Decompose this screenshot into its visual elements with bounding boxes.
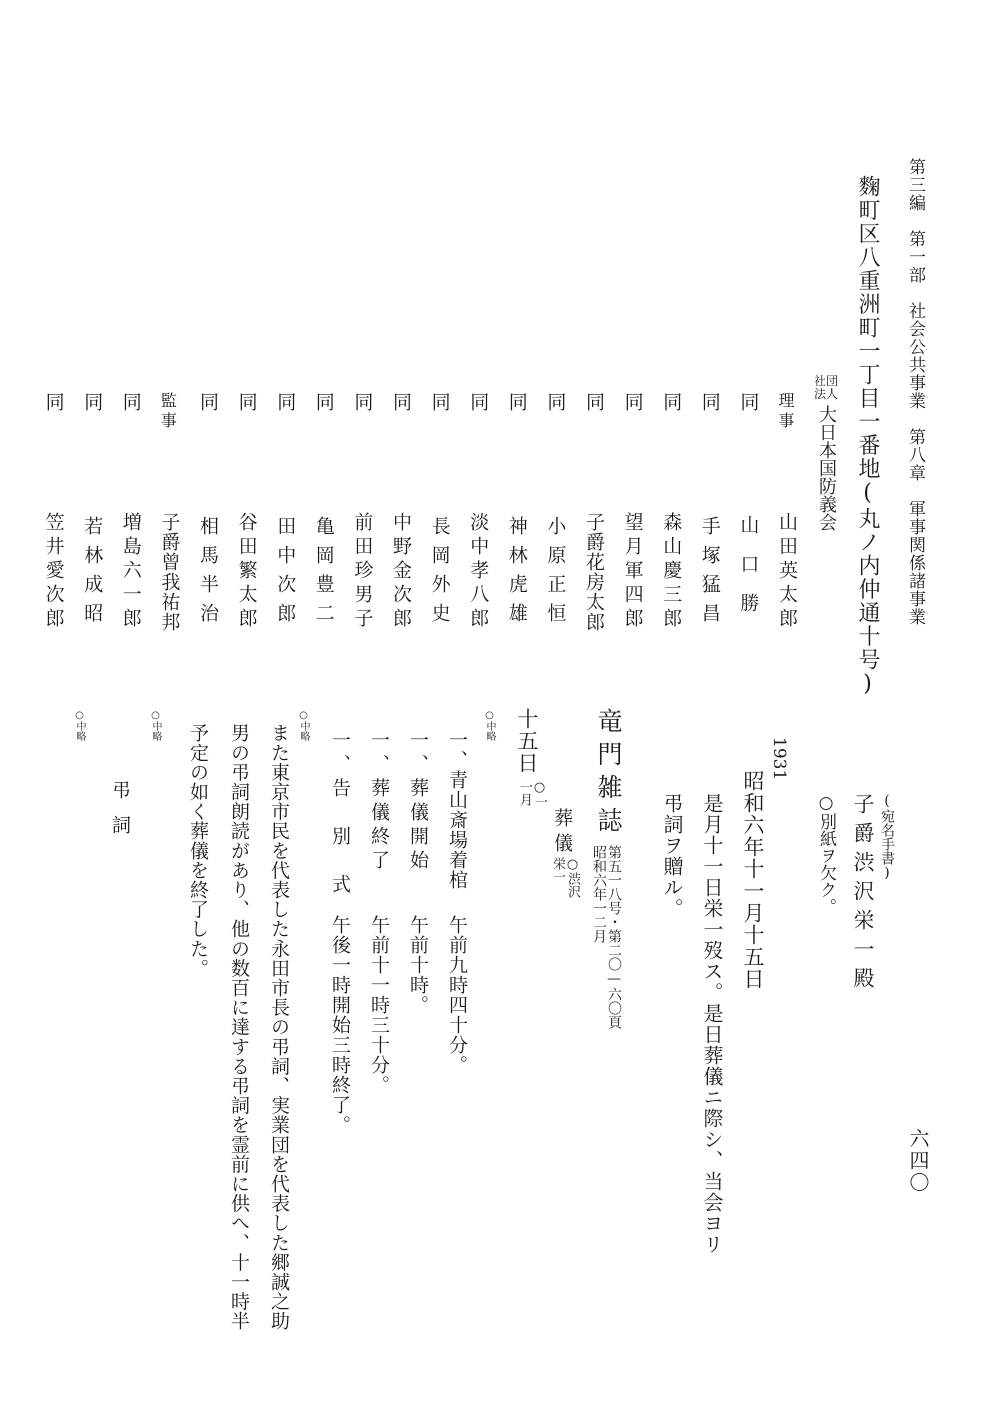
section-note2: 栄一 [550, 857, 565, 883]
member-name: 中野金次郎 [390, 512, 412, 632]
member-role: 同 [390, 392, 412, 415]
member-column [159, 392, 183, 632]
schedule-time: 午前九時四十分。 [446, 915, 468, 1075]
member-role: 同 [660, 392, 683, 415]
org-name-row [814, 375, 838, 531]
member-name: 増島六一郎 [119, 512, 142, 632]
member-name: 谷田繁太郎 [235, 512, 258, 632]
member-column [700, 392, 724, 632]
entry-year: 1931 [769, 737, 789, 781]
schedule-item: 一、告 別 式 [329, 730, 351, 898]
member-column [198, 392, 222, 632]
omitted-note-1: ○中略 [484, 710, 495, 741]
member-name: 望月軍四郎 [621, 512, 644, 632]
paragraph-line2: 男の弔詞朗読があり、他の数百に達する弔詞を霊前に供へ、十一時半 [228, 723, 250, 1331]
member-role: 同 [119, 392, 142, 415]
member-column [661, 392, 685, 632]
section-note1: ○渋沢 [565, 857, 580, 898]
member-role: 同 [737, 392, 760, 415]
member-name: 神林虎雄 [505, 516, 528, 632]
magazine-issue-date: 昭和六年一二月 [591, 845, 607, 943]
org-name: 大日本国防義会 [816, 405, 837, 532]
schedule-item: 一、葬儀開始 [407, 730, 429, 874]
member-role: 同 [583, 392, 605, 415]
member-name: 森山慶三郎 [660, 512, 683, 632]
condolence-title: 弔詞 [109, 780, 131, 850]
member-role: 同 [42, 392, 65, 415]
addressee-note: (宛名手書) [879, 793, 895, 881]
attachment-note: ○別紙ヲ欠ク。 [816, 793, 836, 915]
member-name: 子爵花房太郎 [583, 512, 605, 632]
member-column [468, 392, 492, 632]
member-column [121, 392, 145, 632]
member-column [623, 392, 647, 632]
member-role: 同 [312, 392, 335, 415]
magazine-title: 竜門雑誌 [594, 708, 623, 840]
omitted-note-2: ○中略 [298, 710, 309, 741]
page-number: 六四〇 [906, 1128, 930, 1194]
day: 十五日 [515, 708, 539, 774]
member-role: 同 [235, 392, 258, 415]
schedule-item: 一、葬儀終了 [368, 730, 390, 874]
entry-line1: 是月十一日栄一歿ス。是日葬儀ニ際シ、当会ヨリ [700, 793, 724, 1255]
org-type [814, 375, 838, 401]
magazine-issue: 第五一八号・第二〇—六〇頁 [606, 845, 622, 1029]
member-column [584, 392, 608, 632]
addressee: 子爵渋沢栄一殿 [851, 793, 875, 996]
org-type-line1: 社団 [814, 374, 839, 388]
member-name: 相馬半治 [197, 516, 219, 632]
schedule-item: 一、青山斎場着棺 [446, 730, 468, 890]
omitted-note-3: ○中略 [150, 710, 161, 741]
member-name: 子爵曾我祐邦 [158, 512, 181, 632]
omitted-note-4: ○中略 [74, 710, 85, 741]
running-header: 第三編 第一部 社会公共事業 第八章 軍事関係諸事業 [905, 158, 925, 626]
member-name: 長岡外史 [428, 516, 451, 632]
member-name: 田中次郎 [274, 516, 297, 632]
member-role: 同 [197, 392, 219, 415]
member-column [44, 392, 68, 632]
day-note1: ○一 [532, 780, 547, 808]
member-role: 同 [505, 392, 528, 415]
member-role: 同 [351, 392, 374, 415]
member-role: 監事 [158, 392, 178, 432]
member-role: 理事 [776, 392, 795, 432]
member-column [507, 392, 531, 632]
member-column [82, 392, 106, 632]
org-address: 麴町区八重洲町一丁目一番地(丸ノ内仲通十号) [855, 175, 880, 698]
member-role: 同 [621, 392, 644, 415]
member-name: 笠井愛次郎 [42, 512, 65, 632]
member-role: 同 [544, 392, 567, 415]
org-type-line2: 法人 [814, 387, 839, 402]
member-name: 亀岡豊二 [312, 516, 335, 632]
entry-date: 昭和六年十一月十五日 [741, 770, 765, 990]
member-role: 同 [274, 392, 297, 415]
member-column [777, 392, 801, 632]
member-column [237, 392, 261, 632]
member-role: 同 [428, 392, 451, 415]
member-column [275, 392, 299, 632]
entry-line2: 弔詞ヲ贈ル。 [660, 793, 684, 919]
schedule-time: 午後一時開始三時終了。 [329, 915, 351, 1135]
paragraph-line3: 予定の如く葬儀を終了した。 [187, 723, 209, 978]
member-name: 前田珍男子 [351, 512, 374, 632]
member-column [314, 392, 338, 632]
member-name: 若林成昭 [81, 516, 104, 632]
section-title: 葬儀 [551, 808, 573, 858]
schedule-time: 午前十一時三十分。 [368, 915, 390, 1095]
day-note2: 一月 [517, 780, 532, 806]
member-name: 小原正恒 [544, 516, 567, 632]
member-name: 山田英太郎 [776, 512, 798, 632]
member-name: 淡中孝八郎 [467, 512, 490, 632]
member-name: 山口勝 [737, 515, 760, 632]
member-role: 同 [81, 392, 104, 415]
schedule-time: 午前十時。 [407, 915, 429, 1015]
paragraph-line1: また東京市民を代表した永田市長の弔詞、実業団を代表した郷誠之助 [268, 723, 290, 1331]
member-role: 同 [698, 392, 721, 415]
member-column [352, 392, 376, 632]
member-column [430, 392, 454, 632]
member-role: 同 [467, 392, 490, 415]
member-column [738, 392, 762, 632]
member-column [391, 392, 415, 632]
member-column [545, 392, 569, 632]
member-name: 手塚猛昌 [698, 516, 721, 632]
